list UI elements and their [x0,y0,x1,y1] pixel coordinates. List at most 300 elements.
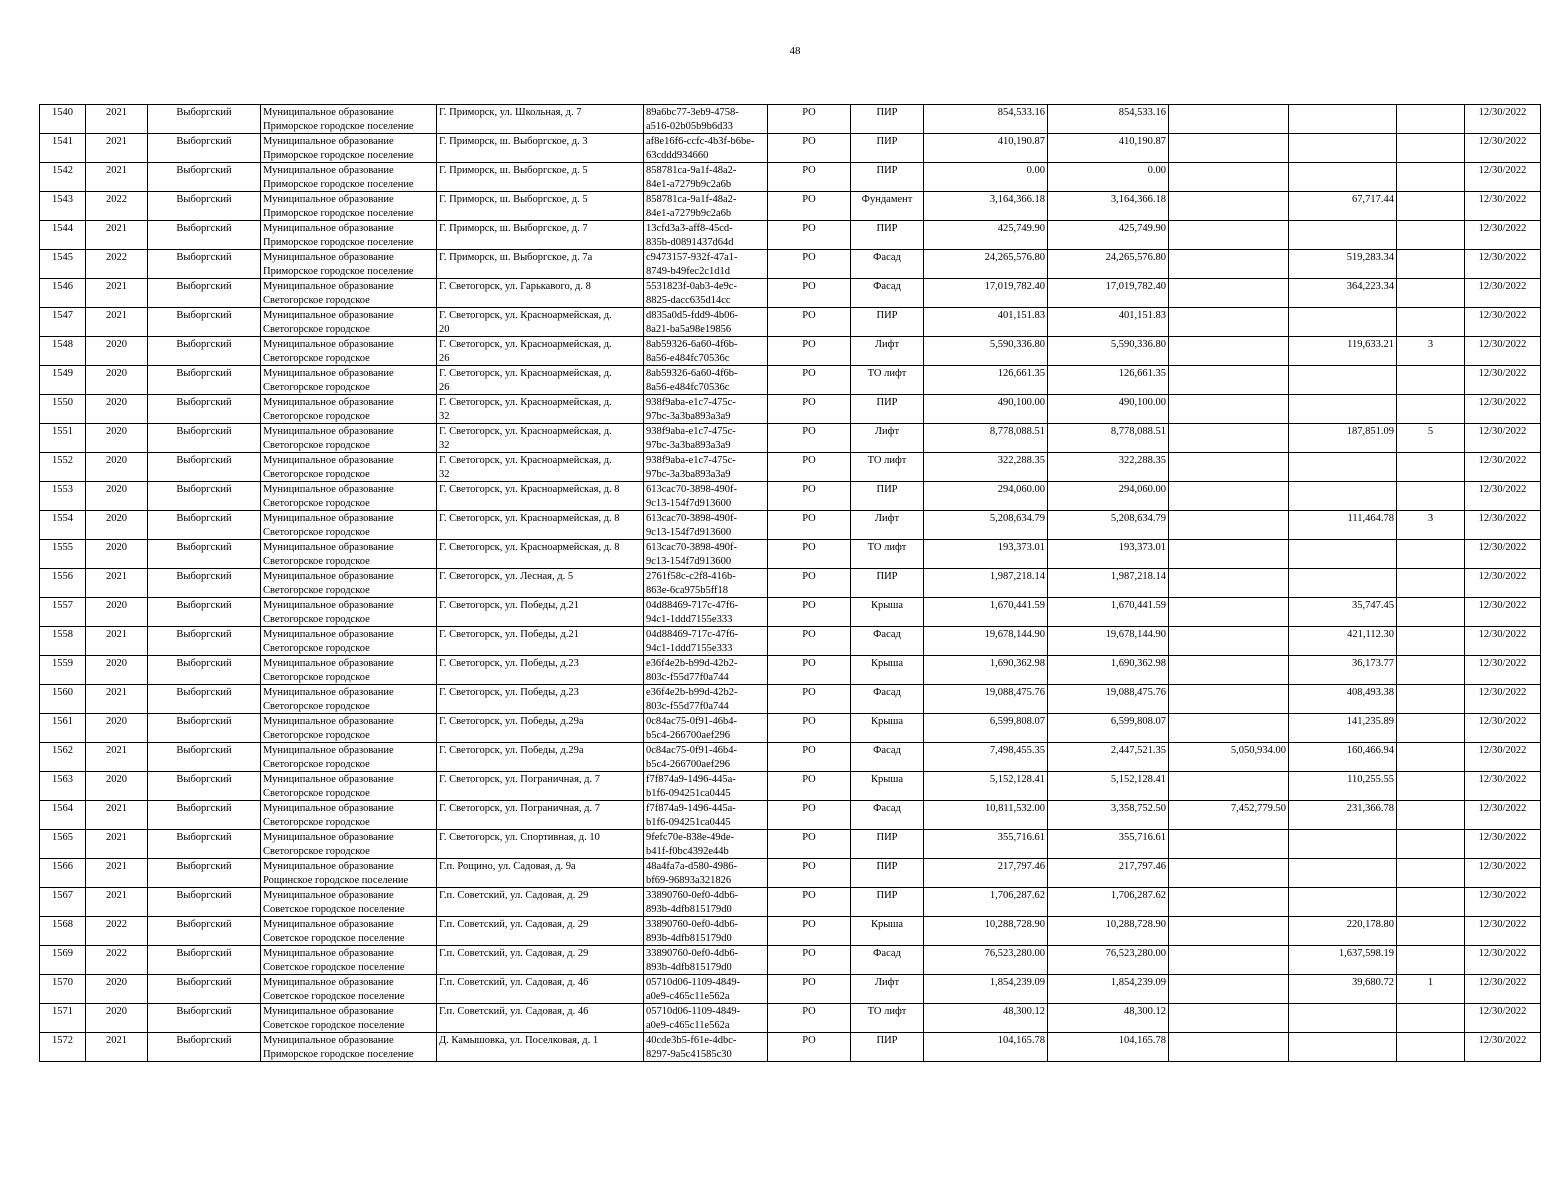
table-row [40,134,1541,163]
cell-source: РО [768,337,851,366]
table-row [40,714,1541,743]
cell-address: Г.п. Советский, ул. Садовая, д. 29 [437,917,644,946]
cell-fund-amount: 0.00 [1048,163,1169,192]
cell-district: Выборгский [148,801,261,830]
cell-source: РО [768,1033,851,1062]
cell-municipality: Муниципальное образование Светогорское городское [261,511,437,540]
cell-deadline: 12/30/2022 [1465,395,1541,424]
cell-lift-count [1397,1033,1465,1062]
cell-fund-amount: 8,778,088.51 [1048,424,1169,453]
table-row [40,801,1541,830]
cell-fund-amount: 322,288.35 [1048,453,1169,482]
cell-fund-amount: 1,706,287.62 [1048,888,1169,917]
cell-fee-amount [1289,221,1397,250]
cell-house-guid: af8e16f6-ccfc-4b3f-b6be- 63cddd934660 [644,134,768,163]
cell-lift-count [1397,743,1465,772]
cell-row-number: 1569 [40,946,86,975]
cell-district: Выборгский [148,1004,261,1033]
cell-lift-count [1397,859,1465,888]
cell-municipality: Муниципальное образование Светогорское городское [261,453,437,482]
cell-fee-amount [1289,888,1397,917]
cell-district: Выборгский [148,540,261,569]
cell-municipality: Муниципальное образование Светогорское городское [261,772,437,801]
cell-house-guid: 8ab59326-6a60-4f6b- 8a56-e484fc70536c [644,366,768,395]
cell-lift-count [1397,801,1465,830]
cell-fund-amount: 76,523,280.00 [1048,946,1169,975]
cell-municipality: Муниципальное образование Приморское городское поселение [261,105,437,134]
cell-row-number: 1555 [40,540,86,569]
cell-deadline: 12/30/2022 [1465,540,1541,569]
cell-other-amount [1169,337,1289,366]
cell-other-amount [1169,250,1289,279]
cell-total-cost: 8,778,088.51 [924,424,1048,453]
cell-other-amount [1169,656,1289,685]
cell-total-cost: 10,811,532.00 [924,801,1048,830]
cell-house-guid: 05710d06-1109-4849- a0e9-c465c11e562a [644,975,768,1004]
cell-address: Г.п. Советский, ул. Садовая, д. 46 [437,975,644,1004]
cell-lift-count [1397,279,1465,308]
cell-source: РО [768,772,851,801]
cell-source: РО [768,975,851,1004]
cell-source: РО [768,859,851,888]
cell-row-number: 1544 [40,221,86,250]
table-row [40,308,1541,337]
cell-fund-amount: 217,797.46 [1048,859,1169,888]
cell-district: Выборгский [148,888,261,917]
cell-year: 2020 [86,598,148,627]
table-row [40,1033,1541,1062]
cell-district: Выборгский [148,685,261,714]
cell-other-amount [1169,598,1289,627]
cell-fee-amount: 231,366.78 [1289,801,1397,830]
cell-deadline: 12/30/2022 [1465,192,1541,221]
cell-address: Г.п. Советский, ул. Садовая, д. 29 [437,946,644,975]
cell-year: 2020 [86,540,148,569]
cell-house-guid: e36f4e2b-b99d-42b2- 803c-f55d77f0a744 [644,656,768,685]
cell-municipality: Муниципальное образование Светогорское городское [261,540,437,569]
cell-address: Г. Светогорск, ул. Победы, д.23 [437,656,644,685]
cell-other-amount [1169,772,1289,801]
cell-year: 2020 [86,1004,148,1033]
cell-address: Г. Приморск, ш. Выборгское, д. 5 [437,192,644,221]
cell-fund-amount: 1,987,218.14 [1048,569,1169,598]
table-row [40,453,1541,482]
cell-fund-amount: 10,288,728.90 [1048,917,1169,946]
cell-source: РО [768,163,851,192]
cell-municipality: Муниципальное образование Светогорское городское [261,801,437,830]
cell-source: РО [768,221,851,250]
cell-source: РО [768,627,851,656]
cell-source: РО [768,946,851,975]
cell-district: Выборгский [148,192,261,221]
cell-year: 2020 [86,366,148,395]
cell-deadline: 12/30/2022 [1465,366,1541,395]
cell-lift-count [1397,598,1465,627]
cell-house-guid: 33890760-0ef0-4db6- 893b-4dfb815179d0 [644,946,768,975]
cell-total-cost: 24,265,576.80 [924,250,1048,279]
cell-row-number: 1559 [40,656,86,685]
cell-fee-amount: 110,255.55 [1289,772,1397,801]
cell-fee-amount: 160,466.94 [1289,743,1397,772]
cell-work-type: Лифт [851,337,924,366]
cell-district: Выборгский [148,859,261,888]
cell-total-cost: 193,373.01 [924,540,1048,569]
cell-fund-amount: 126,661.35 [1048,366,1169,395]
cell-fund-amount: 3,164,366.18 [1048,192,1169,221]
cell-fee-amount: 187,851.09 [1289,424,1397,453]
cell-district: Выборгский [148,714,261,743]
cell-address: Г. Светогорск, ул. Спортивная, д. 10 [437,830,644,859]
cell-year: 2020 [86,482,148,511]
cell-other-amount [1169,888,1289,917]
cell-municipality: Муниципальное образование Светогорское городское [261,598,437,627]
table-row [40,366,1541,395]
cell-district: Выборгский [148,250,261,279]
cell-source: РО [768,134,851,163]
cell-total-cost: 76,523,280.00 [924,946,1048,975]
cell-work-type: ПИР [851,221,924,250]
cell-address: Г. Светогорск, ул. Красноармейская, д. 20 [437,308,644,337]
cell-total-cost: 5,152,128.41 [924,772,1048,801]
cell-house-guid: 2761f58c-c2f8-416b- 863e-6ca975b5ff18 [644,569,768,598]
cell-house-guid: 89a6bc77-3eb9-4758- a516-02b05b9b6d33 [644,105,768,134]
cell-district: Выборгский [148,627,261,656]
table-row [40,192,1541,221]
cell-work-type: Крыша [851,772,924,801]
cell-fee-amount [1289,859,1397,888]
cell-house-guid: 33890760-0ef0-4db6- 893b-4dfb815179d0 [644,917,768,946]
cell-lift-count [1397,482,1465,511]
cell-district: Выборгский [148,569,261,598]
cell-district: Выборгский [148,946,261,975]
cell-district: Выборгский [148,221,261,250]
cell-fee-amount: 36,173.77 [1289,656,1397,685]
cell-other-amount: 7,452,779.50 [1169,801,1289,830]
cell-row-number: 1552 [40,453,86,482]
cell-year: 2020 [86,772,148,801]
cell-total-cost: 104,165.78 [924,1033,1048,1062]
cell-deadline: 12/30/2022 [1465,801,1541,830]
cell-other-amount [1169,1033,1289,1062]
cell-house-guid: 04d88469-717c-47f6- 94c1-1ddd7155e333 [644,598,768,627]
cell-fund-amount: 2,447,521.35 [1048,743,1169,772]
cell-source: РО [768,250,851,279]
cell-work-type: Фасад [851,801,924,830]
cell-lift-count: 1 [1397,975,1465,1004]
cell-lift-count: 3 [1397,511,1465,540]
cell-row-number: 1549 [40,366,86,395]
cell-year: 2021 [86,221,148,250]
cell-total-cost: 0.00 [924,163,1048,192]
cell-fund-amount: 294,060.00 [1048,482,1169,511]
cell-house-guid: 858781ca-9a1f-48a2- 84e1-a7279b9c2a6b [644,192,768,221]
cell-address: Г. Светогорск, ул. Красноармейская, д. 26 [437,337,644,366]
cell-row-number: 1563 [40,772,86,801]
cell-total-cost: 355,716.61 [924,830,1048,859]
cell-work-type: Фасад [851,946,924,975]
cell-other-amount [1169,192,1289,221]
table-row [40,598,1541,627]
cell-work-type: Крыша [851,656,924,685]
cell-municipality: Муниципальное образование Светогорское городское [261,743,437,772]
cell-deadline: 12/30/2022 [1465,453,1541,482]
cell-total-cost: 19,088,475.76 [924,685,1048,714]
cell-house-guid: 9fefc70e-838e-49de- b41f-f0bc4392e44b [644,830,768,859]
cell-house-guid: 48a4fa7a-d580-4986- bf69-96893a321826 [644,859,768,888]
cell-municipality: Муниципальное образование Светогорское городское [261,395,437,424]
cell-other-amount [1169,975,1289,1004]
cell-row-number: 1543 [40,192,86,221]
cell-lift-count [1397,250,1465,279]
cell-house-guid: 05710d06-1109-4849- a0e9-c465c11e562a [644,1004,768,1033]
table-row [40,482,1541,511]
cell-deadline: 12/30/2022 [1465,250,1541,279]
cell-address: Г. Светогорск, ул. Победы, д.21 [437,627,644,656]
cell-source: РО [768,482,851,511]
cell-source: РО [768,308,851,337]
cell-year: 2021 [86,888,148,917]
cell-fee-amount [1289,1004,1397,1033]
cell-lift-count: 5 [1397,424,1465,453]
cell-other-amount [1169,540,1289,569]
cell-other-amount [1169,569,1289,598]
cell-deadline: 12/30/2022 [1465,656,1541,685]
cell-work-type: ПИР [851,482,924,511]
cell-district: Выборгский [148,656,261,685]
cell-district: Выборгский [148,917,261,946]
table-row [40,946,1541,975]
cell-row-number: 1554 [40,511,86,540]
cell-address: Г. Приморск, ш. Выборгское, д. 7а [437,250,644,279]
table-body [40,105,1541,1062]
cell-address: Г.п. Советский, ул. Садовая, д. 46 [437,1004,644,1033]
cell-deadline: 12/30/2022 [1465,946,1541,975]
cell-fee-amount [1289,540,1397,569]
cell-lift-count [1397,917,1465,946]
cell-municipality: Муниципальное образование Приморское городское поселение [261,221,437,250]
cell-year: 2020 [86,337,148,366]
cell-municipality: Муниципальное образование Светогорское городское [261,685,437,714]
cell-lift-count: 3 [1397,337,1465,366]
cell-row-number: 1565 [40,830,86,859]
cell-work-type: Лифт [851,975,924,1004]
cell-fee-amount [1289,1033,1397,1062]
cell-district: Выборгский [148,134,261,163]
cell-fee-amount [1289,105,1397,134]
cell-work-type: Лифт [851,424,924,453]
cell-year: 2020 [86,424,148,453]
cell-district: Выборгский [148,453,261,482]
cell-lift-count [1397,163,1465,192]
cell-address: Г. Светогорск, ул. Красноармейская, д. 8 [437,511,644,540]
cell-house-guid: 858781ca-9a1f-48a2- 84e1-a7279b9c2a6b [644,163,768,192]
cell-work-type: Лифт [851,511,924,540]
cell-other-amount [1169,134,1289,163]
cell-address: Г. Светогорск, ул. Победы, д.23 [437,685,644,714]
table-row [40,221,1541,250]
cell-total-cost: 1,987,218.14 [924,569,1048,598]
cell-district: Выборгский [148,366,261,395]
cell-source: РО [768,801,851,830]
cell-year: 2022 [86,917,148,946]
table-row [40,279,1541,308]
cell-row-number: 1571 [40,1004,86,1033]
cell-other-amount [1169,308,1289,337]
cell-source: РО [768,105,851,134]
cell-fund-amount: 1,670,441.59 [1048,598,1169,627]
cell-source: РО [768,569,851,598]
cell-row-number: 1560 [40,685,86,714]
cell-fee-amount [1289,366,1397,395]
cell-deadline: 12/30/2022 [1465,859,1541,888]
cell-municipality: Муниципальное образование Рощинское городское поселение [261,859,437,888]
cell-address: Г. Светогорск, ул. Лесная, д. 5 [437,569,644,598]
cell-deadline: 12/30/2022 [1465,627,1541,656]
cell-fund-amount: 410,190.87 [1048,134,1169,163]
table-row [40,888,1541,917]
cell-year: 2021 [86,279,148,308]
cell-other-amount [1169,1004,1289,1033]
cell-house-guid: c9473157-932f-47a1- 8749-b49fec2c1d1d [644,250,768,279]
cell-fund-amount: 355,716.61 [1048,830,1169,859]
cell-fund-amount: 5,152,128.41 [1048,772,1169,801]
cell-municipality: Муниципальное образование Светогорское городское [261,656,437,685]
cell-lift-count [1397,453,1465,482]
cell-house-guid: d835a0d5-fdd9-4b06- 8a21-ba5a98e19856 [644,308,768,337]
cell-fund-amount: 401,151.83 [1048,308,1169,337]
cell-deadline: 12/30/2022 [1465,1004,1541,1033]
cell-other-amount [1169,163,1289,192]
cell-deadline: 12/30/2022 [1465,163,1541,192]
cell-lift-count [1397,714,1465,743]
cell-total-cost: 410,190.87 [924,134,1048,163]
cell-row-number: 1551 [40,424,86,453]
cell-district: Выборгский [148,830,261,859]
cell-fund-amount: 1,690,362.98 [1048,656,1169,685]
cell-other-amount [1169,714,1289,743]
cell-year: 2020 [86,714,148,743]
cell-fee-amount [1289,830,1397,859]
cell-work-type: ПИР [851,888,924,917]
cell-other-amount [1169,482,1289,511]
cell-fee-amount: 119,633.21 [1289,337,1397,366]
cell-total-cost: 17,019,782.40 [924,279,1048,308]
cell-deadline: 12/30/2022 [1465,598,1541,627]
cell-house-guid: e36f4e2b-b99d-42b2- 803c-f55d77f0a744 [644,685,768,714]
cell-lift-count [1397,366,1465,395]
cell-deadline: 12/30/2022 [1465,134,1541,163]
cell-total-cost: 126,661.35 [924,366,1048,395]
cell-lift-count [1397,627,1465,656]
table-row [40,917,1541,946]
cell-district: Выборгский [148,395,261,424]
cell-other-amount [1169,917,1289,946]
page-number: 48 [789,45,801,57]
cell-fund-amount: 5,208,634.79 [1048,511,1169,540]
cell-house-guid: f7f874a9-1496-445a- b1f6-094251ca0445 [644,801,768,830]
cell-municipality: Муниципальное образование Советское городское поселение [261,946,437,975]
cell-house-guid: 33890760-0ef0-4db6- 893b-4dfb815179d0 [644,888,768,917]
cell-fund-amount: 24,265,576.80 [1048,250,1169,279]
cell-work-type: ПИР [851,830,924,859]
cell-year: 2022 [86,250,148,279]
cell-deadline: 12/30/2022 [1465,337,1541,366]
cell-row-number: 1548 [40,337,86,366]
cell-fund-amount: 1,854,239.09 [1048,975,1169,1004]
cell-fund-amount: 6,599,808.07 [1048,714,1169,743]
table-row [40,337,1541,366]
cell-work-type: ПИР [851,395,924,424]
cell-house-guid: f7f874a9-1496-445a- b1f6-094251ca0445 [644,772,768,801]
cell-fee-amount: 220,178.80 [1289,917,1397,946]
cell-other-amount [1169,366,1289,395]
cell-municipality: Муниципальное образование Светогорское городское [261,308,437,337]
cell-total-cost: 10,288,728.90 [924,917,1048,946]
cell-other-amount [1169,511,1289,540]
cell-other-amount [1169,946,1289,975]
cell-fee-amount: 141,235.89 [1289,714,1397,743]
cell-other-amount [1169,859,1289,888]
cell-fund-amount: 490,100.00 [1048,395,1169,424]
cell-house-guid: 938f9aba-e1c7-475c- 97bc-3a3ba893a3a9 [644,424,768,453]
cell-year: 2021 [86,105,148,134]
table-row [40,250,1541,279]
cell-row-number: 1570 [40,975,86,1004]
cell-fund-amount: 193,373.01 [1048,540,1169,569]
cell-address: Г. Светогорск, ул. Красноармейская, д. 8 [437,540,644,569]
cell-address: Г. Приморск, ш. Выборгское, д. 5 [437,163,644,192]
cell-address: Г. Светогорск, ул. Победы, д.29а [437,714,644,743]
cell-work-type: ПИР [851,308,924,337]
cell-address: Г. Светогорск, ул. Победы, д.29а [437,743,644,772]
cell-fund-amount: 17,019,782.40 [1048,279,1169,308]
cell-year: 2021 [86,134,148,163]
cell-other-amount [1169,221,1289,250]
cell-lift-count [1397,888,1465,917]
cell-year: 2020 [86,453,148,482]
cell-deadline: 12/30/2022 [1465,772,1541,801]
cell-lift-count [1397,569,1465,598]
cell-source: РО [768,830,851,859]
table-row [40,743,1541,772]
cell-fund-amount: 5,590,336.80 [1048,337,1169,366]
cell-work-type: ПИР [851,134,924,163]
cell-fund-amount: 3,358,752.50 [1048,801,1169,830]
cell-source: РО [768,366,851,395]
cell-row-number: 1568 [40,917,86,946]
cell-address: Г.п. Советский, ул. Садовая, д. 29 [437,888,644,917]
table-row [40,656,1541,685]
cell-total-cost: 1,690,362.98 [924,656,1048,685]
cell-address: Г. Светогорск, ул. Гарькавого, д. 8 [437,279,644,308]
cell-deadline: 12/30/2022 [1465,569,1541,598]
cell-municipality: Муниципальное образование Светогорское городское [261,830,437,859]
cell-municipality: Муниципальное образование Приморское городское поселение [261,134,437,163]
cell-district: Выборгский [148,1033,261,1062]
cell-fee-amount [1289,134,1397,163]
cell-district: Выборгский [148,105,261,134]
cell-row-number: 1542 [40,163,86,192]
table-row [40,830,1541,859]
cell-year: 2021 [86,569,148,598]
cell-work-type: ПИР [851,859,924,888]
cell-municipality: Муниципальное образование Светогорское городское [261,482,437,511]
cell-fee-amount [1289,453,1397,482]
cell-other-amount [1169,453,1289,482]
cell-source: РО [768,714,851,743]
cell-year: 2021 [86,163,148,192]
cell-municipality: Муниципальное образование Приморское городское поселение [261,192,437,221]
